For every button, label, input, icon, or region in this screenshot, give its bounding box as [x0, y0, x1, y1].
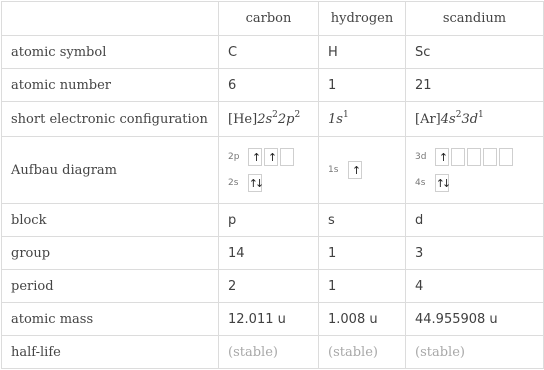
cell-carbon: p	[219, 204, 319, 237]
row-label: Aufbau diagram	[2, 137, 219, 204]
cell-carbon: 12.011 u	[219, 303, 319, 336]
header-row	[2, 2, 544, 36]
orbital-box: ↑↓	[435, 174, 449, 192]
cell-scandium: (stable)	[406, 336, 544, 369]
cell-scandium: d	[406, 204, 544, 237]
config-subshell: 4s	[440, 111, 456, 127]
cell-scandium: 3	[406, 237, 544, 270]
cell-hydrogen: 1	[319, 270, 406, 303]
orbital-box	[280, 148, 294, 166]
config-count: 2	[272, 109, 278, 120]
config-subshell: 1s	[328, 111, 343, 127]
aufbau-diagram-carbon	[219, 137, 319, 204]
table-row	[2, 336, 544, 369]
orbital-box: ↑	[248, 148, 262, 166]
cell-carbon: (stable)	[219, 336, 319, 369]
orbital-box: ↑↓	[248, 174, 262, 192]
cell-carbon: 14	[219, 237, 319, 270]
table-row	[2, 36, 544, 69]
config-count: 1	[478, 109, 484, 120]
aufbau-diagram-hydrogen	[319, 137, 406, 204]
config-count: 2	[455, 109, 462, 120]
orbital-row	[415, 174, 534, 192]
orbital-box: ↑	[264, 148, 278, 166]
row-label: atomic symbol	[2, 36, 219, 69]
cell-hydrogen: H	[319, 36, 406, 69]
column-header-scandium: scandium	[406, 2, 544, 36]
orbital-box	[451, 148, 465, 166]
table-row	[2, 303, 544, 336]
cell-carbon: C	[219, 36, 319, 69]
row-label: atomic mass	[2, 303, 219, 336]
config-count: 2	[294, 109, 301, 120]
orbital-row	[328, 161, 396, 179]
cell-hydrogen: (stable)	[319, 336, 406, 369]
cell-carbon: 2	[219, 270, 319, 303]
table-row	[2, 137, 544, 204]
orbital-box	[467, 148, 481, 166]
cell-hydrogen: 1.008 u	[319, 303, 406, 336]
orbital-label: 4s	[415, 178, 426, 188]
config-core: [Ar]	[415, 111, 441, 127]
element-comparison-table	[1, 1, 544, 369]
row-label: block	[2, 204, 219, 237]
column-header-carbon: carbon	[219, 2, 319, 36]
orbital-label: 3d	[415, 152, 427, 162]
row-label: group	[2, 237, 219, 270]
cell-scandium: Sc	[406, 36, 544, 69]
cell-scandium: 44.955908 u	[406, 303, 544, 336]
table-row	[2, 237, 544, 270]
cell-scandium: 4	[406, 270, 544, 303]
orbital-label: 2s	[228, 178, 239, 188]
cell-carbon: 6	[219, 69, 319, 102]
config-subshell: 2s	[257, 111, 273, 127]
row-label: atomic number	[2, 69, 219, 102]
row-label: period	[2, 270, 219, 303]
row-label: short electronic configuration	[2, 102, 219, 137]
orbital-row	[228, 174, 309, 192]
cell-hydrogen: s	[319, 204, 406, 237]
column-header-hydrogen: hydrogen	[319, 2, 406, 36]
orbital-row	[228, 148, 309, 166]
orbital-box: ↑	[435, 148, 449, 166]
orbital-row	[415, 148, 534, 166]
aufbau-diagram-scandium	[406, 137, 544, 204]
table-row	[2, 102, 544, 137]
corner-cell	[2, 2, 219, 36]
orbital-label: 1s	[328, 165, 339, 175]
electron-config-carbon	[219, 102, 319, 137]
orbital-label: 2p	[228, 152, 240, 162]
cell-scandium: 21	[406, 69, 544, 102]
config-core: [He]	[228, 111, 258, 127]
table-row	[2, 270, 544, 303]
row-label: half-life	[2, 336, 219, 369]
electron-config-scandium	[406, 102, 544, 137]
orbital-box	[499, 148, 513, 166]
config-subshell: 2p	[277, 111, 295, 127]
table-row	[2, 204, 544, 237]
config-subshell: 3d	[461, 111, 479, 127]
cell-hydrogen: 1	[319, 69, 406, 102]
table-row	[2, 69, 544, 102]
orbital-box	[483, 148, 497, 166]
electron-config-hydrogen	[319, 102, 406, 137]
cell-hydrogen: 1	[319, 237, 406, 270]
orbital-box: ↑	[348, 161, 362, 179]
config-count: 1	[342, 109, 349, 120]
